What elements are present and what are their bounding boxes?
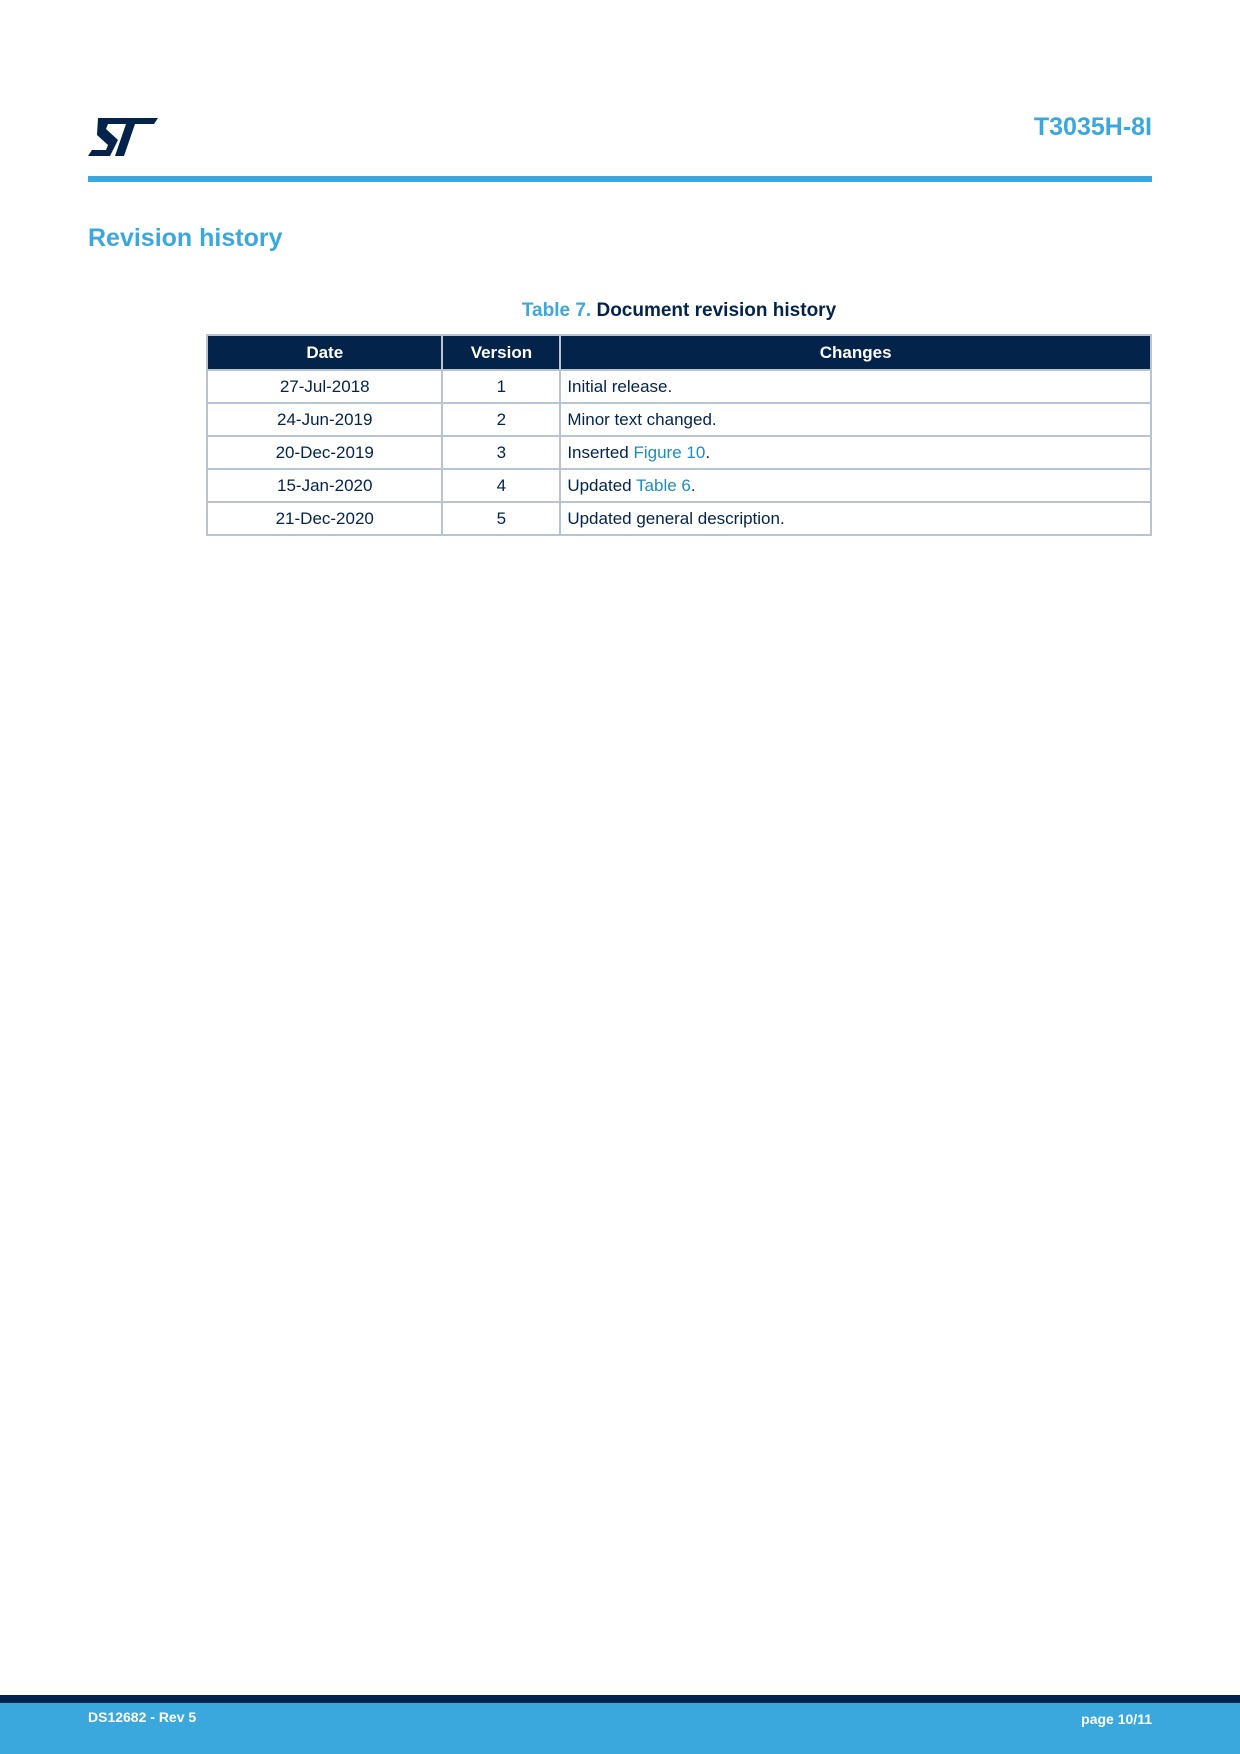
figure-10-link[interactable]: Figure 10: [633, 442, 706, 462]
revision-table: [206, 334, 1152, 536]
footer-dark-rule: [0, 1695, 1240, 1703]
table-caption: [206, 300, 1152, 322]
table-row: [207, 502, 1151, 535]
changes-cell: [560, 403, 1151, 436]
section-title: Revision history: [88, 224, 283, 252]
table-caption-title: Document revision history: [596, 300, 837, 321]
date-cell: 15-Jan-2020: [207, 469, 442, 502]
version-cell: 2: [442, 403, 560, 436]
changes-suffix: .: [690, 475, 696, 495]
date-cell: 24-Jun-2019: [207, 403, 442, 436]
column-header-changes: Changes: [560, 335, 1151, 370]
changes-text: Initial release.: [567, 376, 673, 396]
changes-text: Inserted: [567, 442, 634, 462]
date-cell: 20-Dec-2019: [207, 436, 442, 469]
table-row: [207, 403, 1151, 436]
table-row: [207, 370, 1151, 403]
date-cell: 27-Jul-2018: [207, 370, 442, 403]
date-cell: 21-Dec-2020: [207, 502, 442, 535]
table-caption-label[interactable]: Table 7.: [521, 300, 592, 321]
version-cell: 5: [442, 502, 560, 535]
version-cell: 4: [442, 469, 560, 502]
column-header-date: Date: [207, 335, 442, 370]
footer-page-number: page 10/11: [1081, 1711, 1152, 1727]
changes-suffix: .: [705, 442, 711, 462]
part-number: T3035H-8I: [1033, 113, 1152, 141]
changes-cell: [560, 436, 1151, 469]
column-header-version: Version: [442, 335, 560, 370]
changes-text: Updated: [567, 475, 637, 495]
version-cell: 3: [442, 436, 560, 469]
table-row: [207, 436, 1151, 469]
changes-cell: [560, 469, 1151, 502]
st-logo-icon: [88, 118, 158, 156]
changes-cell: [560, 502, 1151, 535]
changes-text: Minor text changed.: [567, 409, 717, 429]
changes-cell: [560, 370, 1151, 403]
header-rule: [88, 176, 1152, 182]
table-6-link[interactable]: Table 6: [636, 475, 691, 495]
version-cell: 1: [442, 370, 560, 403]
table-header-row: [207, 335, 1151, 370]
footer-doc-id: DS12682 - Rev 5: [88, 1709, 197, 1725]
table-row: [207, 469, 1151, 502]
changes-text: Updated general description.: [567, 508, 785, 528]
